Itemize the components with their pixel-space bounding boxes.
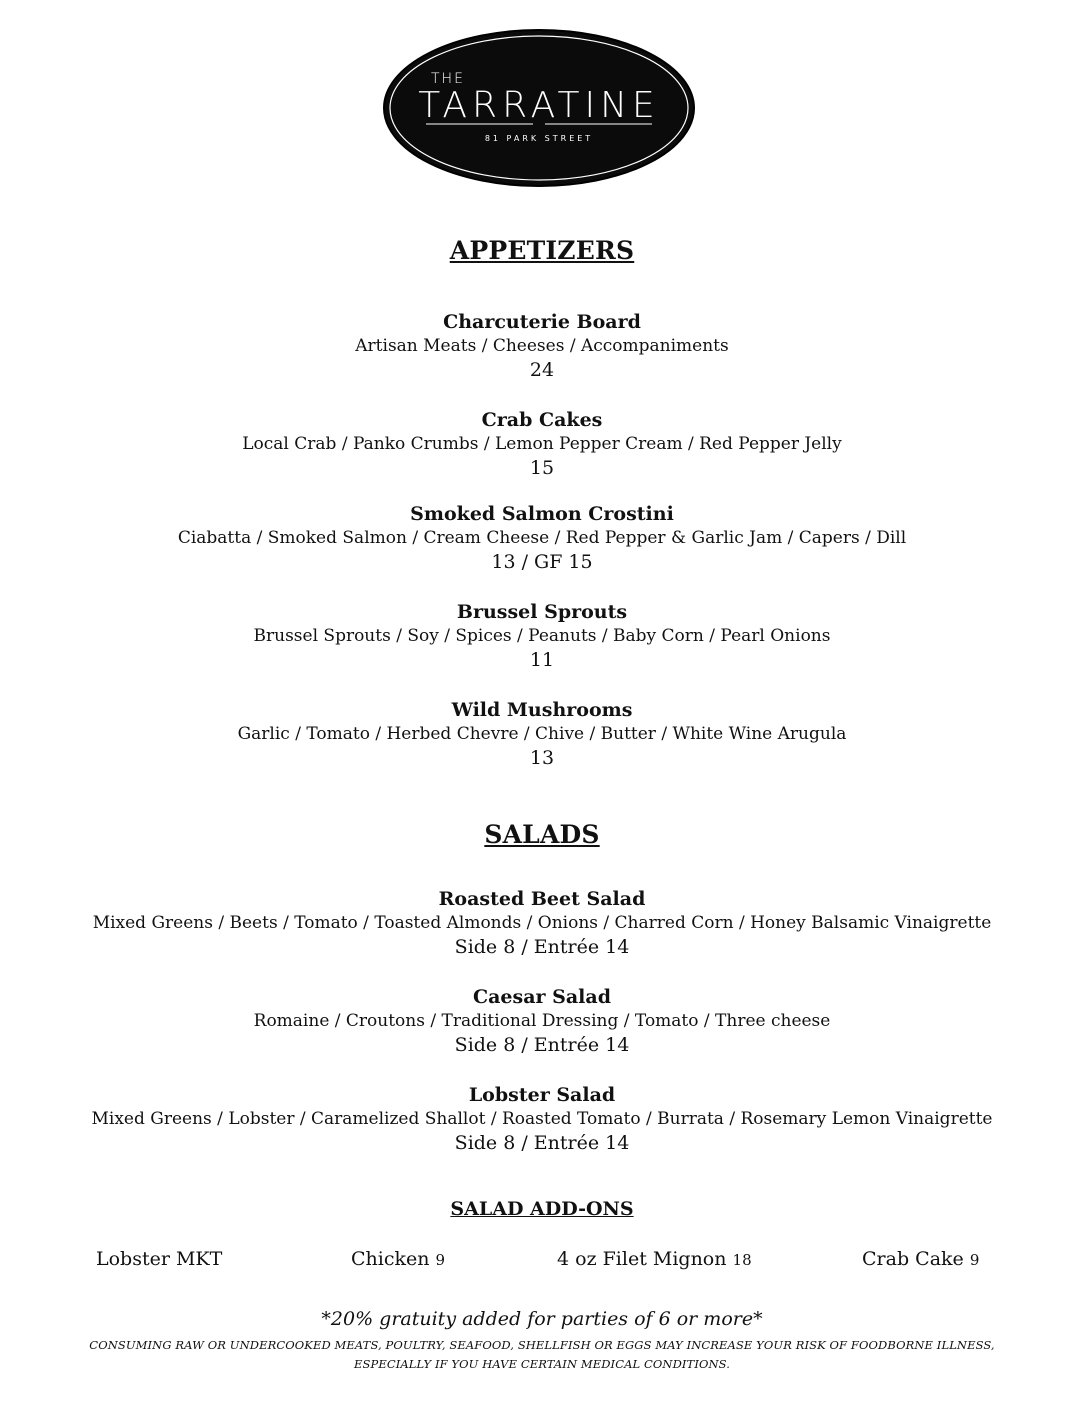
addon-price: 9 xyxy=(969,1251,980,1269)
item-price: Side 8 / Entrée 14 xyxy=(454,1034,630,1056)
menu-item xyxy=(0,887,1084,959)
addon-name: Crab Cake xyxy=(862,1248,964,1270)
addon-price: 9 xyxy=(435,1251,446,1269)
item-description: Brussel Sprouts / Soy / Spices / Peanuts / Baby Corn / Pearl Onions xyxy=(253,626,831,646)
addon-item-lobster xyxy=(96,1248,222,1270)
item-name: Caesar Salad xyxy=(472,986,611,1008)
item-description: Garlic / Tomato / Herbed Chevre / Chive / Butter / White Wine Arugula xyxy=(237,724,847,744)
logo-name: TARRATINE xyxy=(418,85,660,126)
gratuity-note: *20% gratuity added for parties of 6 or more* xyxy=(321,1308,763,1330)
menu-item xyxy=(0,310,1084,382)
addon-price: 18 xyxy=(732,1251,752,1269)
item-name: Crab Cakes xyxy=(481,409,603,431)
item-name: Lobster Salad xyxy=(468,1084,616,1106)
item-price: 13 xyxy=(529,747,555,769)
item-name: Brussel Sprouts xyxy=(456,601,628,623)
menu-item xyxy=(0,408,1084,480)
item-name: Charcuterie Board xyxy=(443,311,641,333)
menu-item xyxy=(0,502,1084,574)
disclaimer-line: ESPECIALLY IF YOU HAVE CERTAIN MEDICAL CONDITIONS. xyxy=(354,1357,730,1371)
restaurant-logo xyxy=(382,28,696,188)
item-description: Mixed Greens / Lobster / Caramelized Shallot / Roasted Tomato / Burrata / Rosemary Lemon Vinaigrette xyxy=(91,1109,993,1129)
item-name: Smoked Salmon Crostini xyxy=(410,503,674,525)
item-description: Romaine / Croutons / Traditional Dressing / Tomato / Three cheese xyxy=(253,1011,831,1031)
addon-item-chicken xyxy=(351,1248,445,1270)
item-name: Roasted Beet Salad xyxy=(438,888,646,910)
item-price: 15 xyxy=(529,457,555,479)
item-price: 11 xyxy=(529,649,555,671)
addon-name: 4 oz Filet Mignon xyxy=(557,1248,727,1270)
item-description: Artisan Meats / Cheeses / Accompaniments xyxy=(355,336,729,356)
menu-item xyxy=(0,698,1084,770)
addon-name: Chicken xyxy=(351,1248,430,1270)
disclaimer-line: CONSUMING RAW OR UNDERCOOKED MEATS, POULTRY, SEAFOOD, SHELLFISH OR EGGS MAY INCREASE YOUR RISK OF FOODBORNE ILLNESS, xyxy=(89,1338,995,1352)
health-disclaimer xyxy=(0,1336,1084,1374)
item-description: Ciabatta / Smoked Salmon / Cream Cheese / Red Pepper & Garlic Jam / Capers / Dill xyxy=(177,528,907,548)
item-price: 24 xyxy=(529,359,555,381)
item-name: Wild Mushrooms xyxy=(451,699,633,721)
addon-item-filet-mignon xyxy=(557,1248,752,1270)
logo-address: 81 PARK STREET xyxy=(484,134,594,143)
addon-name: Lobster MKT xyxy=(96,1248,223,1270)
salad-addons-heading: SALAD ADD-ONS xyxy=(450,1198,634,1220)
item-description: Mixed Greens / Beets / Tomato / Toasted Almonds / Onions / Charred Corn / Honey Balsamic Vinaigrette xyxy=(92,913,992,933)
item-description: Local Crab / Panko Crumbs / Lemon Pepper Cream / Red Pepper Jelly xyxy=(242,434,842,454)
menu-item xyxy=(0,1083,1084,1155)
menu-item xyxy=(0,985,1084,1057)
addon-item-crab-cake xyxy=(862,1248,979,1270)
item-price: 13 / GF 15 xyxy=(491,551,593,573)
appetizers-heading: APPETIZERS xyxy=(449,236,635,265)
item-price: Side 8 / Entrée 14 xyxy=(454,936,630,958)
menu-item xyxy=(0,600,1084,672)
salads-heading: SALADS xyxy=(484,820,600,849)
logo-the: THE xyxy=(431,71,465,87)
item-price: Side 8 / Entrée 14 xyxy=(454,1132,630,1154)
